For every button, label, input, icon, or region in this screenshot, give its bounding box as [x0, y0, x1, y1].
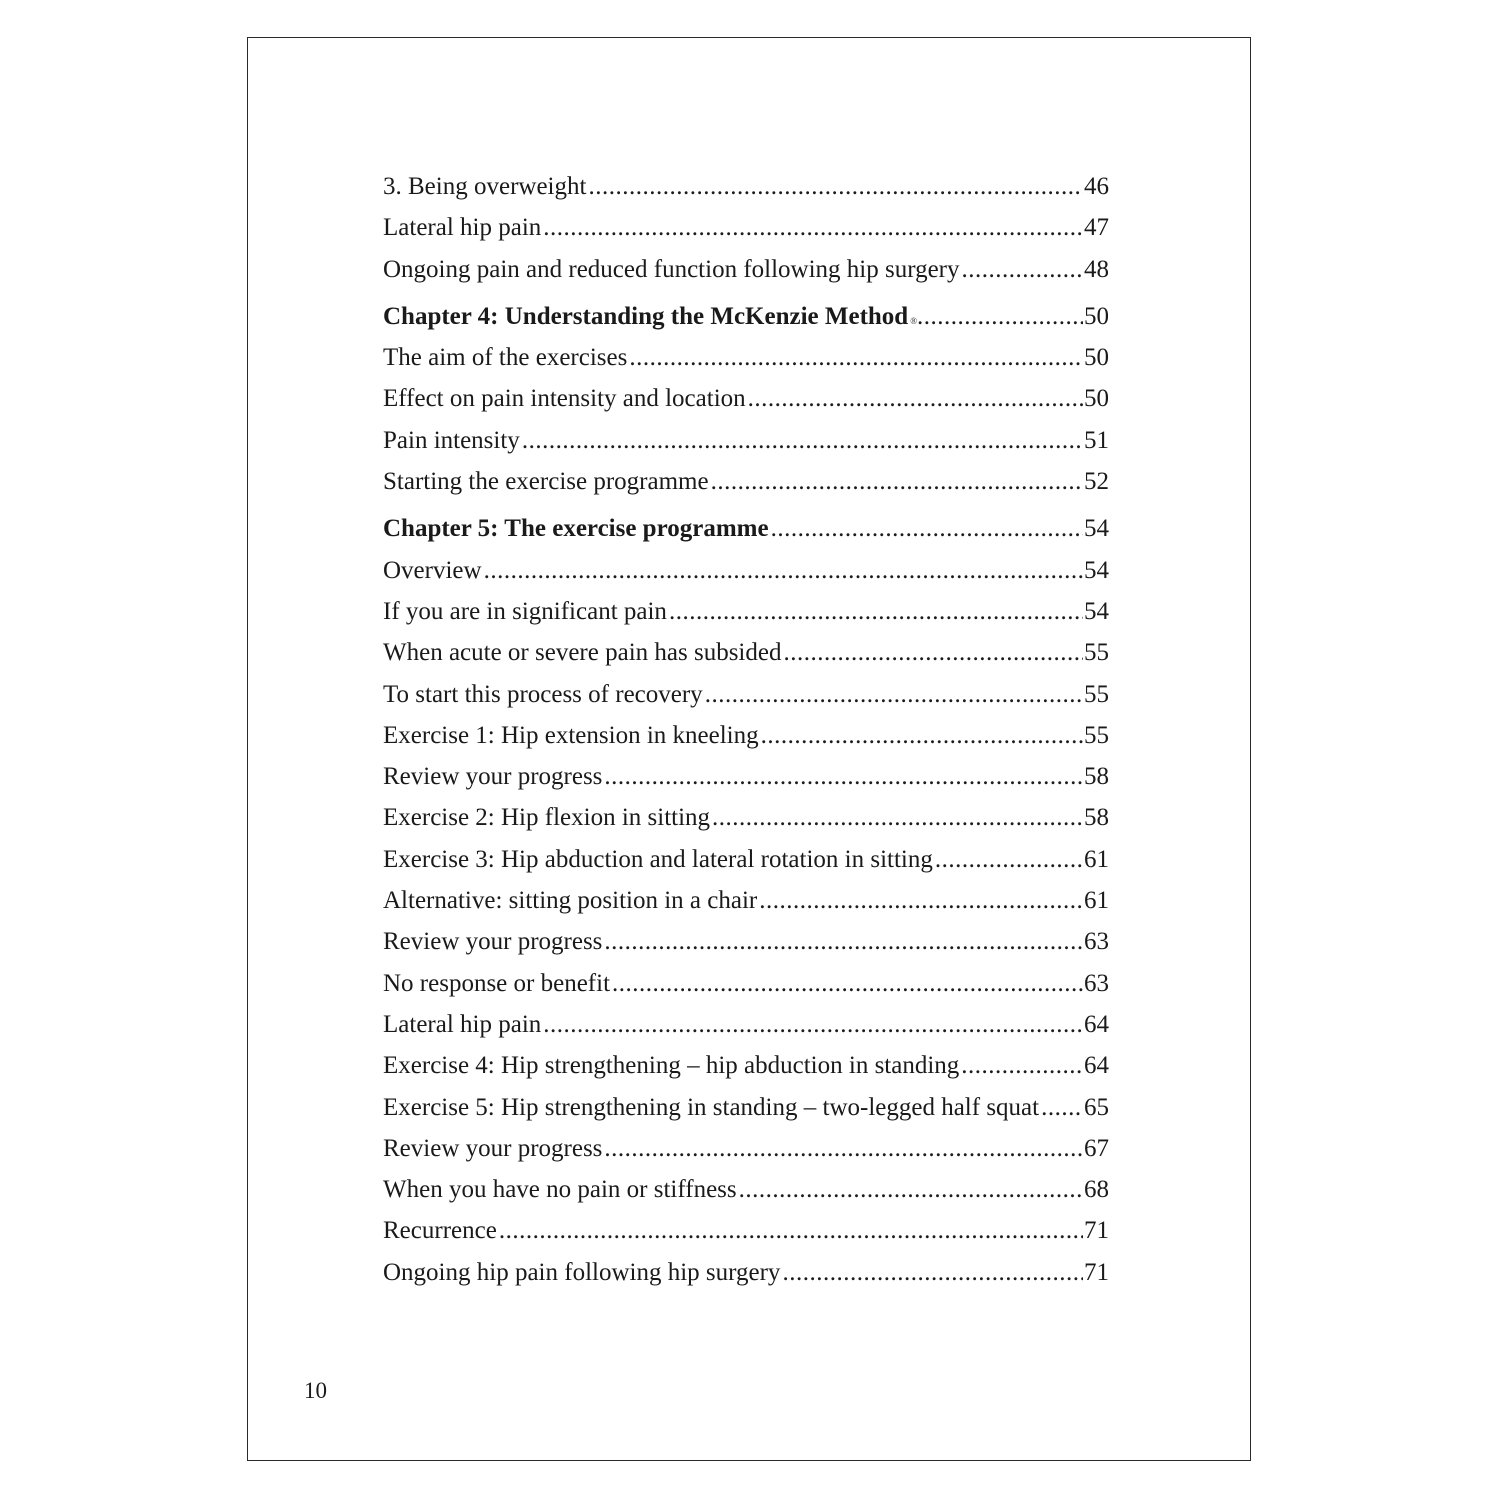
- toc-entry: [383, 839, 1109, 880]
- toc-entry-title: Alternative: sitting position in a chair: [383, 887, 758, 915]
- toc-entry: [383, 1169, 1109, 1210]
- toc-entry: [383, 756, 1109, 797]
- toc-entry: [383, 797, 1109, 838]
- dot-leader: [669, 591, 1083, 632]
- toc-entry-title: Review your progress: [383, 763, 603, 791]
- dot-leader: [629, 337, 1083, 378]
- toc-entry: [383, 166, 1109, 207]
- toc-entry: [383, 378, 1109, 419]
- toc-entry-title: Effect on pain intensity and location: [383, 385, 746, 413]
- toc-entry: [383, 1004, 1109, 1045]
- toc-entry: [383, 674, 1109, 715]
- toc-entry: [383, 337, 1109, 378]
- toc-entry-title: Overview: [383, 556, 482, 584]
- toc-entry-page-number: 71: [1084, 1258, 1109, 1286]
- toc-entry-title: Recurrence: [383, 1217, 497, 1245]
- toc-entry: [383, 249, 1109, 290]
- toc-entry-page-number: 46: [1084, 173, 1109, 200]
- toc-entry: [383, 963, 1109, 1004]
- toc-entry: [383, 1210, 1109, 1251]
- toc-entry-page-number: 67: [1084, 1134, 1109, 1162]
- dot-leader: [1041, 1087, 1083, 1128]
- toc-entry: [383, 591, 1109, 632]
- toc-entry: [383, 1252, 1109, 1293]
- toc-entry-page-number: 50: [1084, 385, 1109, 413]
- toc-entry-title: When acute or severe pain has subsided: [383, 639, 782, 667]
- toc-entry-page-number: 55: [1084, 639, 1109, 667]
- toc-entry: [383, 461, 1109, 502]
- toc-entry-page-number: 55: [1084, 680, 1109, 708]
- toc-entry-title: 3. Being overweight: [383, 173, 587, 200]
- toc-entry-title: Exercise 1: Hip extension in kneeling: [383, 721, 759, 749]
- dot-leader: [771, 508, 1083, 549]
- toc-entry: [383, 1045, 1109, 1086]
- toc-entry-title: Pain intensity: [383, 426, 520, 454]
- dot-leader: [783, 632, 1083, 673]
- toc-entry-page-number: 61: [1084, 845, 1109, 873]
- toc-entry: [383, 1087, 1109, 1128]
- toc-entry-page-number: 54: [1084, 515, 1109, 543]
- dot-leader: [499, 1210, 1083, 1251]
- toc-entry-title: Review your progress: [383, 1134, 603, 1162]
- toc-entry-title: Lateral hip pain: [383, 1010, 542, 1038]
- toc-entry-title: To start this process of recovery: [383, 680, 703, 708]
- page-number: 10: [304, 1378, 327, 1403]
- toc-entry-title: Chapter 5: The exercise programme: [383, 515, 769, 543]
- toc-entry-page-number: 55: [1084, 721, 1109, 749]
- toc-entry-title: Lateral hip pain: [383, 214, 542, 242]
- dot-leader: [543, 1004, 1083, 1045]
- book-page: [247, 37, 1251, 1461]
- dot-leader: [917, 296, 1083, 337]
- dot-leader: [739, 1169, 1083, 1210]
- dot-leader: [935, 839, 1083, 880]
- toc-entry-title: Ongoing hip pain following hip surgery: [383, 1258, 781, 1286]
- dot-leader: [604, 921, 1083, 962]
- toc-entry-title: Ongoing pain and reduced function following hip surgery: [383, 255, 960, 283]
- toc-entry-page-number: 63: [1084, 969, 1109, 997]
- toc-entry: [383, 632, 1109, 673]
- toc-entry: [383, 880, 1109, 921]
- dot-leader: [604, 1128, 1083, 1169]
- toc-entry-page-number: 71: [1084, 1217, 1109, 1245]
- toc-entry-page-number: 58: [1084, 804, 1109, 832]
- toc-entry-title: Exercise 5: Hip strengthening in standing – two-legged half squat: [383, 1093, 1040, 1121]
- toc-entry-page-number: 54: [1084, 556, 1109, 584]
- toc-entry-title: If you are in significant pain: [383, 597, 667, 625]
- toc-entry-page-number: 58: [1084, 763, 1109, 791]
- table-of-contents: [383, 166, 1109, 1293]
- toc-entry-title: Starting the exercise programme: [383, 468, 709, 496]
- dot-leader: [604, 756, 1083, 797]
- toc-entry-page-number: 50: [1084, 302, 1109, 330]
- dot-leader: [748, 378, 1083, 419]
- dot-leader: [612, 963, 1083, 1004]
- toc-entry-page-number: 64: [1084, 1010, 1109, 1038]
- toc-entry-page-number: 61: [1084, 887, 1109, 915]
- toc-entry-title: Exercise 3: Hip abduction and lateral rotation in sitting: [383, 845, 933, 873]
- toc-entry: [383, 207, 1109, 248]
- dot-leader: [712, 797, 1083, 838]
- toc-entry: [383, 550, 1109, 591]
- dot-leader: [522, 420, 1083, 461]
- toc-entry-title: When you have no pain or stiffness: [383, 1176, 737, 1204]
- toc-entry-title: The aim of the exercises: [383, 344, 628, 372]
- dot-leader: [484, 550, 1083, 591]
- dot-leader: [961, 1045, 1083, 1086]
- toc-entry-page-number: 68: [1084, 1176, 1109, 1204]
- toc-entry-title: Review your progress: [383, 928, 603, 956]
- dot-leader: [711, 461, 1083, 502]
- toc-chapter-heading: [383, 508, 1109, 549]
- toc-entry-title: Exercise 4: Hip strengthening – hip abduction in standing: [383, 1052, 960, 1080]
- toc-entry-page-number: 63: [1084, 928, 1109, 956]
- toc-entry-title: No response or benefit: [383, 969, 611, 997]
- dot-leader: [782, 1252, 1083, 1293]
- toc-entry: [383, 420, 1109, 461]
- toc-entry-page-number: 48: [1084, 255, 1109, 283]
- toc-entry-title: Exercise 2: Hip flexion in sitting: [383, 804, 711, 832]
- toc-entry-page-number: 50: [1084, 344, 1109, 372]
- toc-entry-page-number: 51: [1084, 426, 1109, 454]
- dot-leader: [543, 207, 1083, 248]
- dot-leader: [705, 674, 1083, 715]
- toc-entry-page-number: 47: [1084, 214, 1109, 242]
- toc-entry: [383, 921, 1109, 962]
- toc-entry: [383, 715, 1109, 756]
- toc-entry-page-number: 52: [1084, 468, 1109, 496]
- toc-entry-title: Chapter 4: Understanding the McKenzie Method: [383, 302, 909, 330]
- dot-leader: [759, 880, 1083, 921]
- dot-leader: [588, 166, 1083, 207]
- dot-leader: [761, 715, 1083, 756]
- toc-chapter-heading: Chapter 4: Understanding the McKenzie Method ® ..... 50: [383, 296, 1109, 337]
- toc-entry: [383, 1128, 1109, 1169]
- toc-entry-page-number: 65: [1084, 1093, 1109, 1121]
- toc-entry-page-number: 54: [1084, 597, 1109, 625]
- toc-entry-page-number: 64: [1084, 1052, 1109, 1080]
- dot-leader: [962, 249, 1083, 290]
